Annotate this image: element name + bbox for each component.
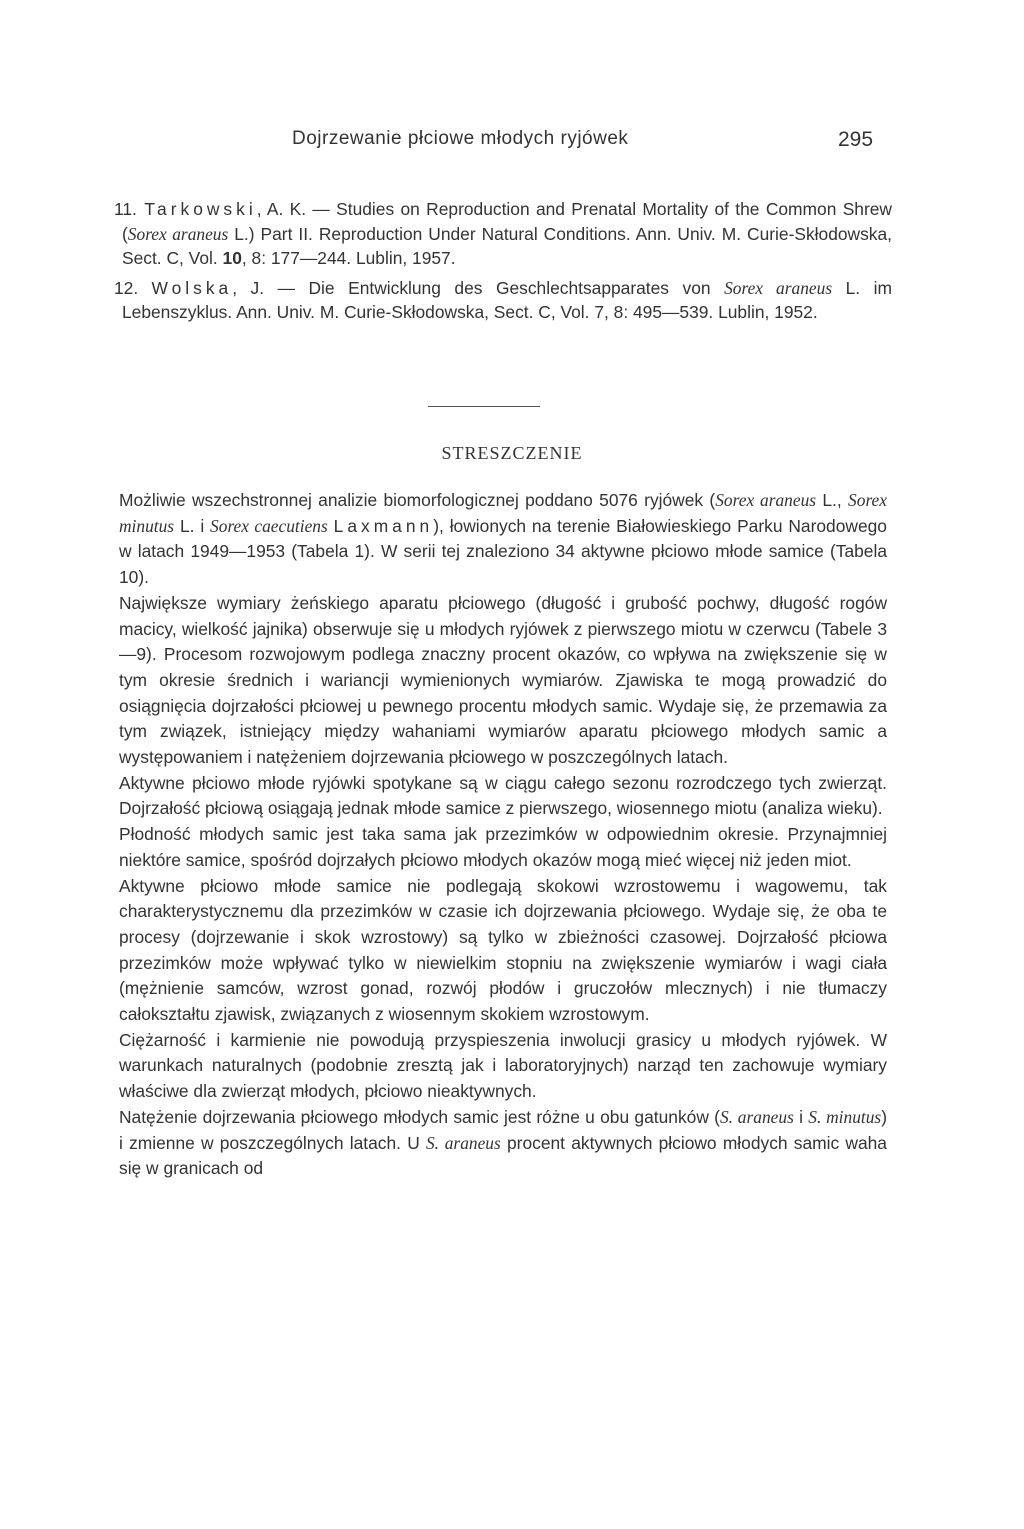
paragraph-text: procent aktywnych płciowo młodych samic waha się w granicach od [119,1132,887,1179]
paragraph-text: L., [816,490,849,510]
reference-text: , J. — Die Entwicklung des Geschlechtsapparates von [232,277,725,298]
paragraph [119,1105,887,1182]
reference-text: L. im Lebenszyklus. Ann. Univ. M. Curie-Skłodowska, Sect. C, Vol. 7, 8: 495—539. Lublin, 1952. [122,277,892,322]
paragraph: Ciężarność i karmienie nie powodują przyspieszenia inwolucji grasicy u młodych ryjówek. W warunkach naturalnych (podobnie zresztą jak i laboratoryjnych) narząd ten zachowuje wymiary właściwe dla zwierząt młodych, płciowo nieaktywnych. [119,1029,887,1102]
section-heading: STRESZCZENIE [441,443,583,463]
species-name: Sorex caecutiens [210,515,328,536]
paragraph: Aktywne płciowo młode samice nie podlegają skokowi wzrostowemu i wagowemu, tak charakterystycznemu dla przezimków w czasie ich dojrzewania płciowego. Wydaje się, że oba te procesy (dojrzewanie i skok wzrostowy) są tylko w zbieżności czasowej. Dojrzałość płciowa przezimków może wpływać tylko w niewielkim stopniu na zwiększenie wymiarów i wagi ciała (mężnienie samców, wzrost gonad, rozwój płodów i gruczołów mlecznych) i nie tłumaczy całokształtu zjawisk, związanych z wiosennym skokiem wzrostowym. [119,875,887,1025]
paragraph-text: Możliwie wszechstronnej analizie biomorfologicznej poddano 5076 ryjówek ( [119,490,716,510]
reference-author: Tarkowski [144,199,257,219]
paragraph-text: L. i [174,515,211,536]
reference-author: Wolska [151,277,233,298]
species-name: S. araneus [719,1106,794,1127]
paragraph-text: ) i zmienne w poszczególnych latach. U [119,1106,887,1153]
species-name: Sorex araneus [127,223,229,244]
reference-number: 11. [114,199,137,219]
species-name: S. araneus [425,1132,501,1153]
species-name: Sorex minutus [119,490,887,536]
paragraph-text: i [793,1106,809,1127]
summary-body [119,488,887,1182]
page-number: 295 [838,128,874,151]
reference-item [114,197,892,271]
paragraph [119,488,887,591]
reference-item [114,276,892,325]
paragraph: Aktywne płciowo młode ryjówki spotykane są w ciągu całego sezonu rozrodczego tych zwierząt. Dojrzałość płciową osiągają jednak młode samice z pierwszego, wiosennego miotu (analiza wieku). [119,772,887,819]
reference-volume: 10 [222,248,242,268]
species-name: Sorex araneus [724,277,833,298]
paragraph: Największe wymiary żeńskiego aparatu płciowego (długość i grubość pochwy, długość rogów macicy, wielkość jajnika) obserwuje się u młodych ryjówek z pierwszego miotu w czerwcu (Tabele 3—9). Procesom rozwojowym podlega znaczny procent okazów, co wpływa na zwiększenie się w tym okresie średnich i wariancji wymienionych wymiarów. Zjawiska te mogą prowadzić do osiągnięcia dojrzałości płciowej u pewnego procentu młodych samic. Wydaje się, że przemawia za tym związek, istniejący między wahaniami wymiarów aparatu płciowego młodych samic a występowaniem i natężeniem dojrzewania płciowego w poszczególnych latach. [119,592,887,768]
reference-list [114,197,892,330]
reference-text: , 8: 177—244. Lublin, 1957. [241,248,456,268]
paragraph-text: Natężenie dojrzewania płciowego młodych samic jest różne u obu gatunków ( [119,1106,720,1127]
reference-text: , A. K. — Studies on Reproduction and Prenatal Mortality of the Common Shrew ( [122,199,892,244]
species-name: Sorex araneus [715,490,817,510]
reference-number: 12. [114,277,139,298]
reference-text: L.) Part II. Reproduction Under Natural Conditions. Ann. Univ. M. Curie-Skłodowska, Sect. C, Vol. [122,223,892,268]
running-header-title: Dojrzewanie płciowe młodych ryjówek [292,128,629,149]
species-author: Laxmann [333,515,434,536]
species-name: S. minutus [808,1106,882,1127]
paragraph-text: ), łowionych na terenie Białowieskiego Parku Narodowego w latach 1949—1953 (Tabela 1). W serii tej znaleziono 34 aktywne płciowo młode samice (Tabela 10). [119,515,887,588]
section-divider [428,406,540,407]
paragraph: Płodność młodych samic jest taka sama jak przezimków w odpowiednim okresie. Przynajmniej niektóre samice, spośród dojrzałych płciowo młodych okazów mogą mieć więcej niż jeden miot. [119,824,887,870]
